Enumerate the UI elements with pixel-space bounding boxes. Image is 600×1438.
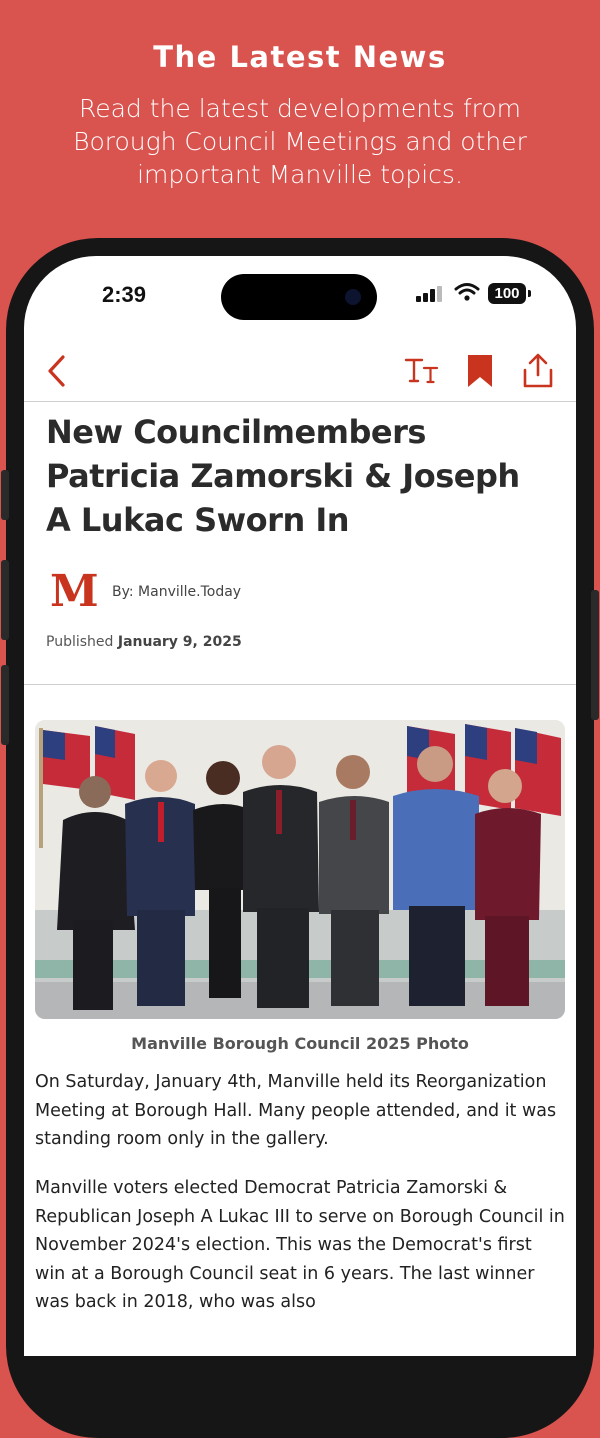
toolbar-divider [24, 401, 576, 402]
article-paragraph: Manville voters elected Democrat Patricia Zamorski & Republican Joseph A Lukac III to serve on Borough Council in November 2024's election. This was the Democrat's first win at a Borough Council seat in 6 years. The last winner was back in 2018, who was also [35, 1178, 565, 1312]
published-label: Published [46, 634, 114, 650]
phone-side-button [1, 470, 9, 520]
text-size-icon [404, 357, 440, 385]
article-toolbar [24, 340, 576, 402]
back-button[interactable] [36, 348, 76, 394]
share-icon [522, 353, 554, 389]
article-byline[interactable]: By: Manville.Today [112, 584, 242, 600]
share-button[interactable] [518, 348, 558, 394]
battery-indicator: 100 [488, 283, 526, 304]
camera-icon [345, 289, 361, 305]
phone-screen [24, 256, 576, 1356]
article-photo[interactable] [35, 720, 565, 1019]
bookmark-icon [467, 354, 493, 388]
battery-tip [528, 290, 531, 297]
cellular-signal-icon [416, 286, 444, 302]
wifi-icon [454, 282, 480, 302]
promo-title: The Latest News [153, 40, 447, 74]
phone-side-button [1, 665, 9, 745]
dynamic-island [221, 274, 377, 320]
published-date [46, 634, 242, 650]
text-size-button[interactable] [402, 348, 442, 394]
published-date-value: January 9, 2025 [117, 634, 242, 650]
photo-caption: Manville Borough Council 2025 Photo [131, 1034, 469, 1053]
article-headline: New Councilmembers Patricia Zamorski & Joseph A Lukac Sworn In [46, 413, 520, 539]
phone-side-button [591, 590, 599, 720]
phone-side-button [1, 560, 9, 640]
source-logo: M [50, 566, 99, 617]
bookmark-button[interactable] [462, 348, 498, 394]
promo-subtitle: Read the latest developments from Borough Council Meetings and other important Manville topics. [73, 94, 527, 189]
status-time: 2:39 [102, 282, 147, 307]
back-chevron-icon [45, 354, 67, 388]
article-paragraph: On Saturday, January 4th, Manville held its Reorganization Meeting at Borough Hall. Many people attended, and it was standing room only in the gallery. [35, 1072, 557, 1149]
header-divider [24, 684, 576, 685]
council-group-photo [35, 720, 565, 1019]
